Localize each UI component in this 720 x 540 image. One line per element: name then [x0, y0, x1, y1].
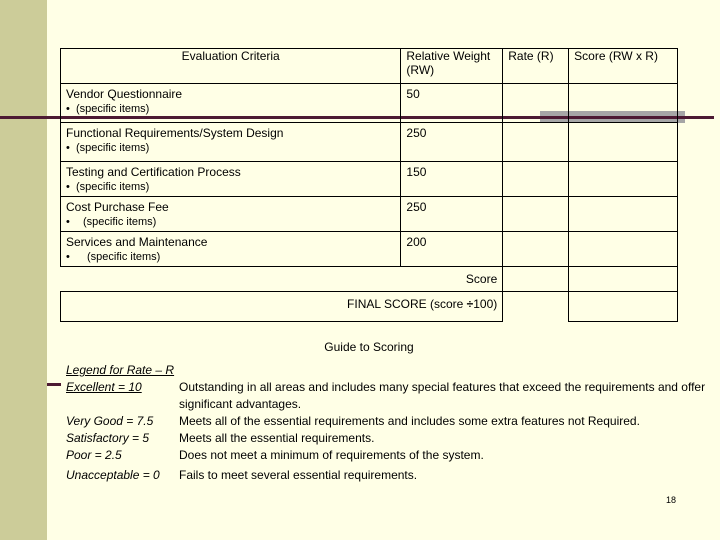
table-row	[61, 197, 678, 232]
criteria-name: Cost Purchase Fee	[66, 200, 169, 214]
weight-cell: 250	[401, 123, 503, 162]
legend-desc: Meets all of the essential requirements and includes some extra features not Required.	[179, 414, 640, 428]
criteria-subitem: • (specific items)	[66, 142, 150, 154]
page-number: 18	[665, 495, 676, 505]
table-row	[61, 232, 678, 267]
legend-desc: Fails to meet several essential requirements.	[179, 468, 418, 482]
legend-desc: Meets all the essential requirements.	[179, 431, 375, 445]
rate-cell[interactable]	[503, 123, 569, 162]
legend-item	[66, 430, 706, 447]
criteria-name: Testing and Certification Process	[66, 165, 241, 179]
legend-title: Legend for Rate – R	[66, 363, 175, 377]
score-row	[61, 267, 678, 292]
criteria-subitem: • (specific items)	[66, 251, 161, 263]
weight-cell: 50	[401, 84, 503, 123]
score-cell[interactable]	[569, 123, 678, 162]
legend-desc: Outstanding in all areas and includes many special features that exceed the requirements and offer significant advantages.	[179, 380, 706, 411]
header-criteria: Evaluation Criteria	[61, 49, 401, 84]
score-cell[interactable]	[569, 84, 678, 123]
table-row	[61, 162, 678, 197]
legend-term: Very Good = 7.5	[66, 414, 154, 428]
criteria-name: Functional Requirements/System Design	[66, 126, 284, 140]
weight-cell: 150	[401, 162, 503, 197]
rate-cell[interactable]	[503, 197, 569, 232]
left-decorative-bar	[0, 0, 47, 540]
final-score-row	[61, 292, 678, 322]
final-score-label: FINAL SCORE (score ÷100)	[347, 297, 498, 311]
criteria-name: Vendor Questionnaire	[66, 87, 183, 101]
legend-item	[66, 413, 706, 430]
rate-cell[interactable]	[503, 162, 569, 197]
divider-line	[0, 116, 30, 119]
weight-cell: 200	[401, 232, 503, 267]
legend-term: Excellent = 10	[66, 380, 142, 394]
rate-cell[interactable]	[503, 232, 569, 267]
guide-title: Guide to Scoring	[324, 340, 414, 354]
legend-term: Satisfactory = 5	[66, 431, 150, 445]
score-label: Score	[465, 272, 498, 286]
criteria-subitem: • (specific items)	[66, 181, 150, 193]
weight-cell: 250	[401, 197, 503, 232]
criteria-name: Services and Maintenance	[66, 235, 208, 249]
criteria-subitem: • (specific items)	[66, 103, 150, 115]
legend-term: Unacceptable = 0	[66, 468, 160, 482]
legend-item	[66, 447, 706, 464]
criteria-subitem: • (specific items)	[66, 216, 157, 228]
legend-desc: Does not meet a minimum of requirements of the system.	[179, 448, 484, 462]
score-cell[interactable]	[569, 232, 678, 267]
table-header-row	[61, 49, 678, 84]
score-cell[interactable]	[569, 197, 678, 232]
divider-line	[47, 383, 61, 386]
table-row	[61, 123, 678, 162]
score-total-cell[interactable]	[569, 267, 678, 292]
rate-cell[interactable]	[503, 84, 569, 123]
legend-term: Poor = 2.5	[66, 448, 122, 462]
score-rate-blank	[503, 267, 569, 292]
final-score-cell[interactable]	[569, 292, 678, 322]
legend-item	[66, 467, 706, 484]
table-row	[61, 84, 678, 123]
legend	[66, 362, 706, 484]
header-rate: Rate (R)	[503, 49, 569, 84]
legend-item	[66, 379, 706, 413]
score-cell[interactable]	[569, 162, 678, 197]
header-weight: Relative Weight (RW)	[401, 49, 503, 84]
header-score: Score (RW x R)	[569, 49, 678, 84]
evaluation-table	[60, 48, 678, 322]
